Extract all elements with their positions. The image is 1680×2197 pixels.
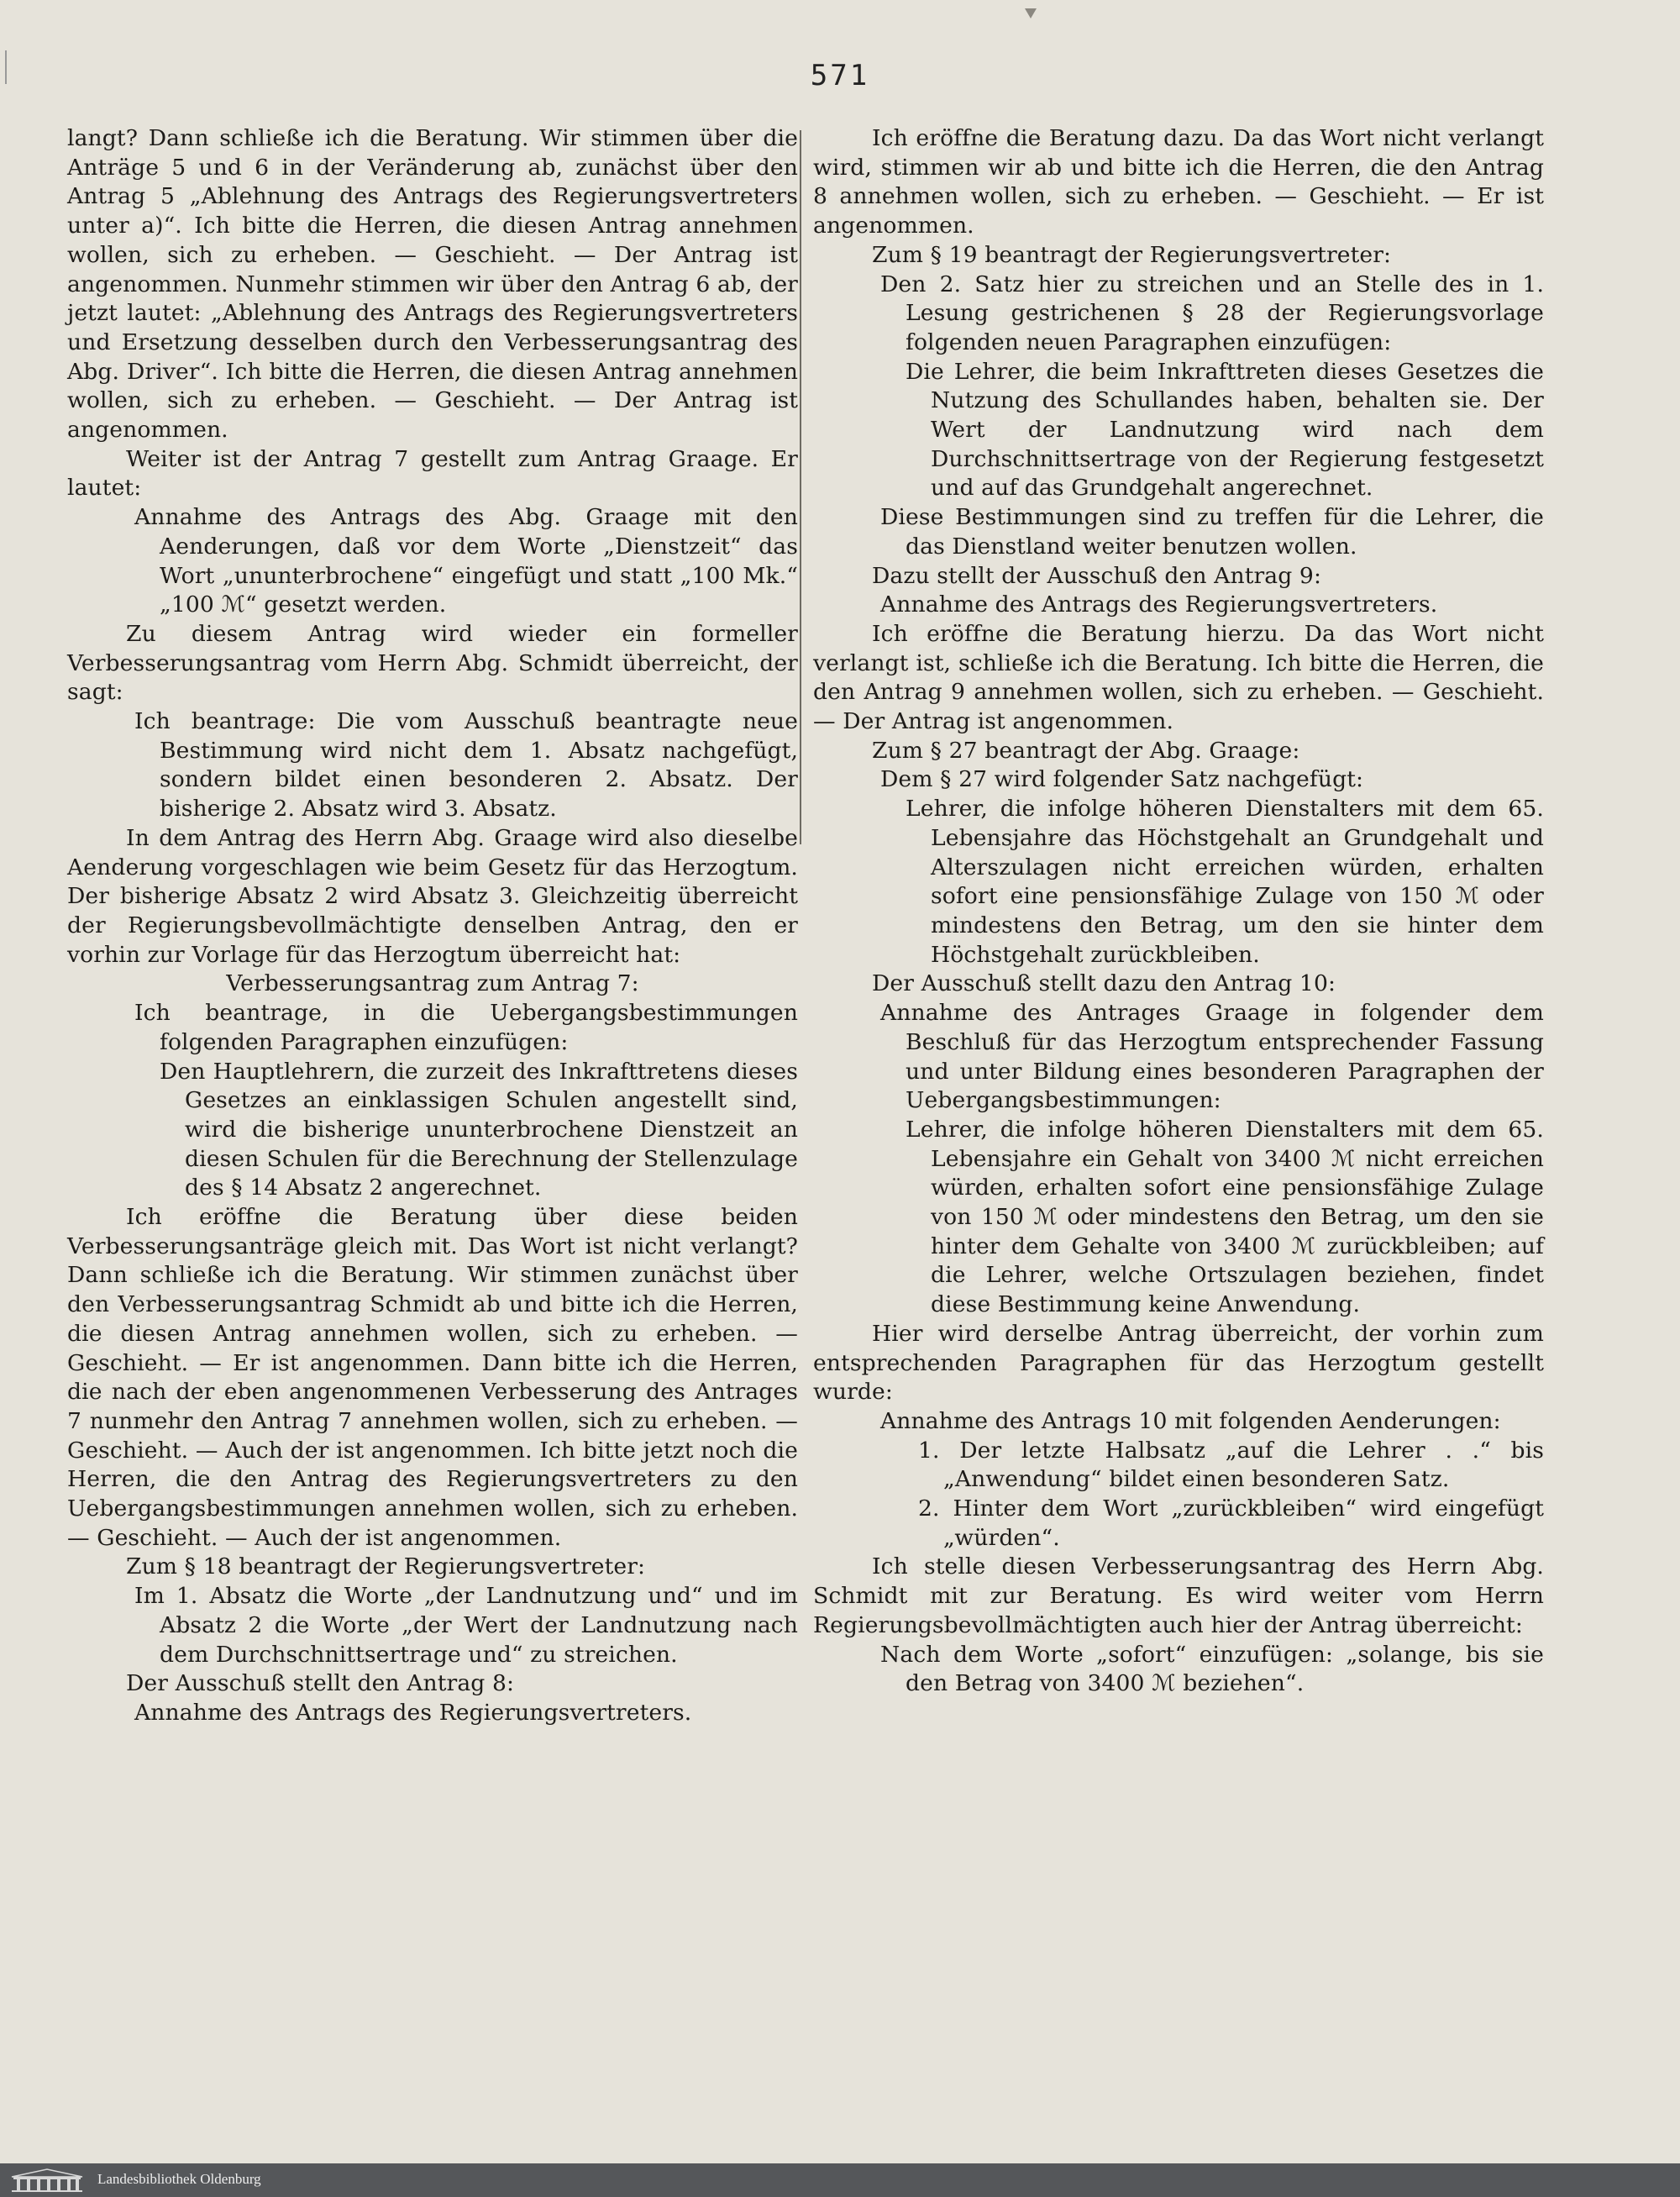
- column-divider: [800, 130, 801, 844]
- quoted-motion: Ich beantrage, in die Uebergangsbestimmungen folgenden Paragraphen einzufügen:: [134, 1000, 798, 1055]
- paragraph: Der Ausschuß stellt dazu den Antrag 10:: [872, 970, 1336, 997]
- paragraph: Ich eröffne die Beratung hierzu. Da das Wort nicht verlangt ist, schließe ich die Beratung. Ich bitte die Herren, die den Antrag 9 annehmen wollen, sich zu erheben. — Geschieht. — Der Antrag ist angenommen.: [813, 620, 1544, 735]
- quoted-paragraph: Lehrer, die infolge höheren Dienstalters mit dem 65. Lebensjahre das Höchstgehalt an Grundgehalt und Alterszulagen nicht erreichen würden, erhalten sofort eine pensionsfähige Zulage von 150 ℳ oder mindestens den Betrag, um den sie hinter dem Höchstgehalt zurückbleiben.: [906, 796, 1544, 968]
- quoted-motion: Annahme des Antrags 10 mit folgenden Aenderungen:: [880, 1407, 1501, 1434]
- quoted-motion: Annahme des Antrags des Regierungsvertreters.: [880, 591, 1438, 618]
- paragraph: Zu diesem Antrag wird wieder ein formeller Verbesserungsantrag vom Herrn Abg. Schmidt überreicht, der sagt:: [67, 620, 798, 706]
- numbered-item: 2. Hinter dem Wort „zurückbleiben“ wird eingefügt „würden“.: [918, 1495, 1544, 1551]
- footer-bar: [0, 2163, 1680, 2197]
- paragraph: Zum § 19 beantragt der Regierungsvertreter:: [872, 241, 1392, 268]
- quoted-paragraph: Den Hauptlehrern, die zurzeit des Inkrafttretens dieses Gesetzes an einklassigen Schulen angestellt sind, wird die bisherige ununterbrochene Dienstzeit an diesen Schulen für die Berechnung der Stellenzulage des § 14 Absatz 2 angerechnet.: [160, 1058, 798, 1201]
- left-column: [67, 124, 798, 1728]
- paragraph: Ich stelle diesen Verbesserungsantrag des Herrn Abg. Schmidt mit zur Beratung. Es wird weiter vom Herrn Regierungsbevollmächtigten auch hier der Antrag überreicht:: [813, 1553, 1544, 1638]
- paragraph: Zum § 18 beantragt der Regierungsvertreter:: [126, 1553, 646, 1580]
- quoted-motion: Annahme des Antrags des Abg. Graage mit den Aenderungen, daß vor dem Worte „Dienstzeit“ das Wort „ununterbrochene“ eingefügt und statt „100 Mk.“ „100 ℳ“ gesetzt werden.: [134, 504, 798, 618]
- library-building-icon: [5, 2167, 89, 2194]
- quoted-motion: Ich beantrage: Die vom Ausschuß beantragte neue Bestimmung wird nicht dem 1. Absatz nachgefügt, sondern bildet einen besonderen 2. Absatz. Der bisherige 2. Absatz wird 3. Absatz.: [134, 708, 798, 823]
- quoted-motion: Nach dem Worte „sofort“ einzufügen: „solange, bis sie den Betrag von 3400 ℳ beziehen“.: [880, 1641, 1544, 1697]
- paragraph: Ich eröffne die Beratung über diese beiden Verbesserungsanträge gleich mit. Das Wort ist nicht verlangt? Dann schließe ich die Beratung. Wir stimmen zunächst über den Verbesserungsantrag Schmidt ab und bitte ich die Herren, die diesen Antrag annehmen wollen, sich zu erheben. — Geschieht. — Er ist angenommen. Dann bitte ich die Herren, die nach der eben angenommenen Verbesserung des Antrages 7 nunmehr den Antrag 7 annehmen wollen, sich zu erheben. — Geschieht. — Auch der ist angenommen. Ich bitte jetzt noch die Herren, die den Antrag des Regierungsvertreters zu den Uebergangsbestimmungen annehmen wollen, sich zu erheben. — Geschieht. — Auch der ist angenommen.: [67, 1204, 798, 1551]
- paragraph: Zum § 27 beantragt der Abg. Graage:: [872, 737, 1300, 764]
- quoted-motion: Diese Bestimmungen sind zu treffen für die Lehrer, die das Dienstland weiter benutzen wollen.: [880, 504, 1544, 560]
- scan-marker: [1025, 8, 1037, 18]
- paragraph: Ich eröffne die Beratung dazu. Da das Wort nicht verlangt wird, stimmen wir ab und bitte ich die Herren, die den Antrag 8 annehmen wollen, sich zu erheben. — Geschieht. — Er ist angenommen.: [813, 125, 1544, 239]
- motion-heading: Verbesserungsantrag zum Antrag 7:: [226, 970, 639, 997]
- quoted-motion: Dem § 27 wird folgender Satz nachgefügt:: [880, 766, 1364, 793]
- right-column: [813, 124, 1544, 1699]
- quoted-motion: Den 2. Satz hier zu streichen und an Stelle des in 1. Lesung gestrichenen § 28 der Regierungsvorlage folgenden neuen Paragraphen einzufügen:: [880, 271, 1544, 355]
- quoted-motion: Annahme des Antrags des Regierungsvertreters.: [134, 1699, 692, 1726]
- quoted-paragraph: Lehrer, die infolge höheren Dienstalters mit dem 65. Lebensjahre ein Gehalt von 3400 ℳ nicht erreichen würden, erhalten sofort eine pensionsfähige Zulage von 150 ℳ oder mindestens den Betrag, um den sie hinter dem Gehalte von 3400 ℳ zurückbleiben; auf die Lehrer, welche Ortszulagen beziehen, findet diese Bestimmung keine Anwendung.: [906, 1116, 1544, 1318]
- quoted-motion: Im 1. Absatz die Worte „der Landnutzung und“ und im Absatz 2 die Worte „der Wert der Landnutzung nach dem Durchschnittsertrage und“ zu streichen.: [134, 1583, 798, 1668]
- paragraph: Hier wird derselbe Antrag überreicht, der vorhin zum entsprechenden Paragraphen für das Herzogtum gestellt wurde:: [813, 1320, 1544, 1406]
- paragraph: Weiter ist der Antrag 7 gestellt zum Antrag Graage. Er lautet:: [67, 445, 798, 502]
- paragraph: Der Ausschuß stellt den Antrag 8:: [126, 1670, 515, 1697]
- library-name: Landesbibliothek Oldenburg: [97, 2171, 261, 2187]
- page-number: 571: [810, 59, 870, 92]
- paragraph: langt? Dann schließe ich die Beratung. Wir stimmen über die Anträge 5 und 6 in der Veränderung ab, zunächst über den Antrag 5 „Ablehnung des Antrags des Regierungsvertreters unter a)“. Ich bitte die Herren, die diesen Antrag annehmen wollen, sich zu erheben. — Geschieht. — Der Antrag ist angenommen. Nunmehr stimmen wir über den Antrag 6 ab, der jetzt lautet: „Ablehnung des Antrags des Regierungsvertreters und Ersetzung desselben durch den Verbesserungsantrag des Abg. Driver“. Ich bitte die Herren, die diesen Antrag annehmen wollen, sich zu erheben. — Geschieht. — Der Antrag ist angenommen.: [67, 125, 798, 444]
- paragraph: In dem Antrag des Herrn Abg. Graage wird also dieselbe Aenderung vorgeschlagen wie beim Gesetz für das Herzogtum. Der bisherige Absatz 2 wird Absatz 3. Gleichzeitig überreicht der Regierungsbevollmächtigte denselben Antrag, den er vorhin zur Vorlage für das Herzogtum überreicht hat:: [67, 824, 798, 968]
- quoted-paragraph: Die Lehrer, die beim Inkrafttreten dieses Gesetzes die Nutzung des Schullandes haben, behalten sie. Der Wert der Landnutzung wird nach dem Durchschnittsertrage von der Regierung festgesetzt und auf das Grundgehalt angerechnet.: [906, 358, 1544, 502]
- numbered-item: 1. Der letzte Halbsatz „auf die Lehrer . .“ bis „Anwendung“ bildet einen besonderen Satz.: [918, 1437, 1544, 1493]
- quoted-motion: Annahme des Antrages Graage in folgender dem Beschluß für das Herzogtum entsprechender Fassung und unter Bildung eines besonderen Paragraphen der Uebergangsbestimmungen:: [880, 1000, 1544, 1114]
- paragraph: Dazu stellt der Ausschuß den Antrag 9:: [872, 562, 1321, 589]
